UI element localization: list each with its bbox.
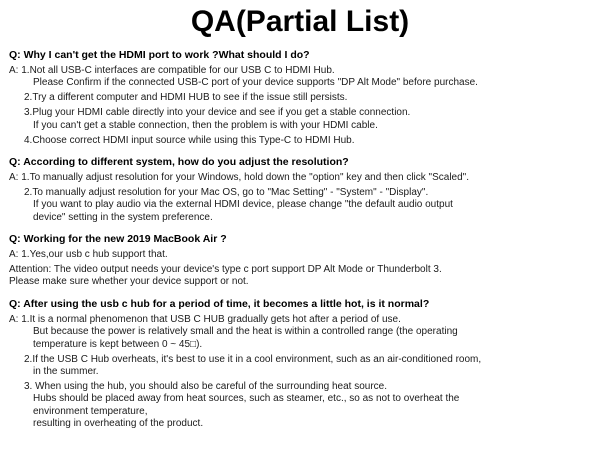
qa-question: Q: Working for the new 2019 MacBook Air ? bbox=[9, 233, 227, 246]
answer-line: device" setting in the system preference. bbox=[33, 211, 213, 223]
answer-line: resulting in overheating of the product. bbox=[33, 418, 204, 430]
answer-line: 3. When using the hub, you should also be careful of the surrounding heat source. bbox=[24, 380, 388, 392]
qa-question: Q: According to different system, how do you adjust the resolution? bbox=[9, 155, 349, 168]
answer-line: Please Confirm if the connected USB-C port of your device supports "DP Alt Mode" before purchase. bbox=[33, 77, 478, 89]
qa-question: Q: Why I can't get the HDMI port to work ?What should I do? bbox=[9, 49, 310, 61]
answer-line: temperature is kept between 0 ~ 45□). bbox=[33, 338, 203, 350]
answer-line: If you can't get a stable connection, then the problem is with your HDMI cable. bbox=[33, 119, 378, 131]
qa-section bbox=[9, 49, 591, 147]
qa-list bbox=[9, 49, 591, 430]
qa-question: Q: After using the usb c hub for a period of time, it becomes a little hot, is it normal? bbox=[9, 297, 430, 310]
qa-section bbox=[9, 298, 591, 431]
qa-section bbox=[9, 156, 591, 224]
page-title: QA(Partial List) bbox=[190, 5, 410, 38]
qa-section bbox=[9, 233, 591, 289]
answer-line: A: 1.Yes,our usb c hub support that. bbox=[9, 249, 168, 261]
answer-line: 2.If the USB C Hub overheats, it's best to use it in a cool environment, such as an air-conditioned room, bbox=[24, 353, 482, 365]
answer-line: Please make sure whether your device support or not. bbox=[9, 276, 249, 288]
answer-line: environment temperature, bbox=[33, 405, 148, 417]
answer-line: 2.To manually adjust resolution for your Mac OS, go to "Mac Setting" - "System" - "Display". bbox=[24, 186, 429, 198]
answer-line: But because the power is relatively small and the heat is within a controlled range (the operating bbox=[33, 326, 458, 338]
answer-line: in the summer. bbox=[33, 365, 99, 377]
answer-line: 2.Try a different computer and HDMI HUB to see if the issue still persists. bbox=[24, 92, 348, 104]
answer-line: A: 1.To manually adjust resolution for your Windows, hold down the "option" key and then click "Scaled". bbox=[9, 171, 469, 183]
answer-line: A: 1.It is a normal phenomenon that USB C HUB gradually gets hot after a period of use. bbox=[9, 313, 401, 325]
answer-line: 4.Choose correct HDMI input source while using this Type-C to HDMI Hub. bbox=[24, 134, 355, 146]
answer-line: Attention: The video output needs your device's type c port support DP Alt Mode or Thunderbolt 3. bbox=[9, 263, 442, 275]
answer-line: If you want to play audio via the external HDMI device, please change "the default audio output bbox=[33, 199, 453, 211]
answer-line: Hubs should be placed away from heat sources, such as steamer, etc., so as not to overheat the bbox=[33, 393, 460, 405]
answer-line: 3.Plug your HDMI cable directly into your device and see if you get a stable connection. bbox=[24, 107, 411, 119]
answer-line: A: 1.Not all USB-C interfaces are compatible for our USB C to HDMI Hub. bbox=[9, 65, 335, 76]
